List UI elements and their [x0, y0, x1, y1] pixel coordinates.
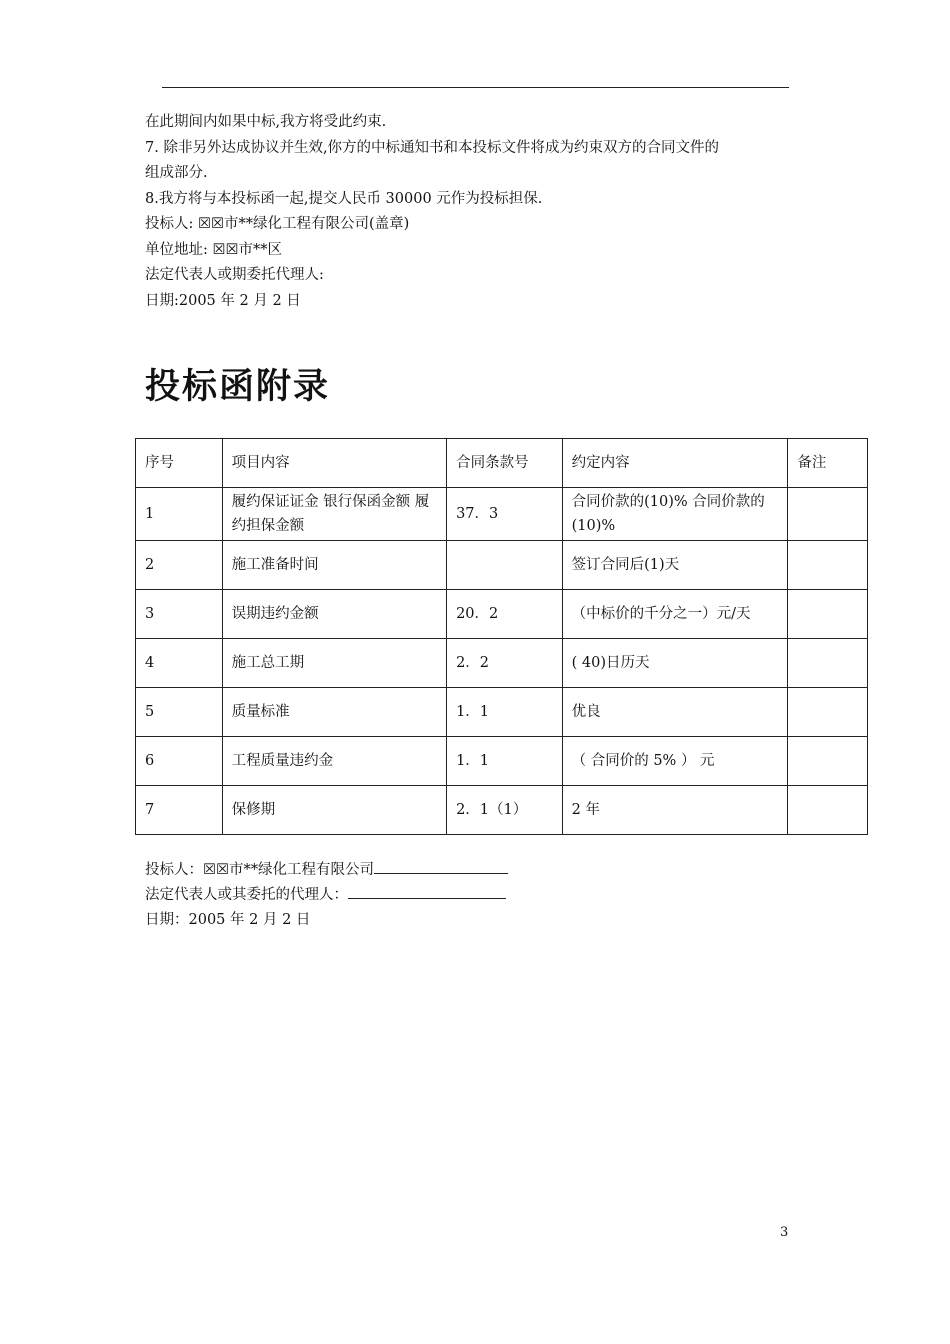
- table-cell: 签订合同后(1)天: [562, 541, 788, 590]
- table-cell: [788, 639, 868, 688]
- table-cell: 2 年: [562, 786, 788, 835]
- signature-blank: [348, 884, 506, 899]
- table-cell: 2: [136, 541, 223, 590]
- table-cell: 37．3: [447, 488, 563, 541]
- table-cell: [447, 541, 563, 590]
- header-cell: 项目内容: [222, 439, 447, 488]
- letter-line: 8.我方将与本投标函一起,提交人民币 30000 元作为投标担保.: [145, 190, 543, 207]
- table-row: [136, 488, 868, 541]
- table-cell: 合同价款的(10)% 合同价款的(10)%: [562, 488, 788, 541]
- signature-block: [145, 858, 508, 933]
- letter-line: 投标人: ☒☒市**绿化工程有限公司(盖章): [145, 216, 410, 232]
- table-cell: 施工总工期: [222, 639, 447, 688]
- table-row: [136, 590, 868, 639]
- table-cell: 4: [136, 639, 223, 688]
- table-cell: [788, 590, 868, 639]
- table-cell: 3: [136, 590, 223, 639]
- table-cell: ( 40)日历天: [562, 639, 788, 688]
- representative-text: 法定代表人或其委托的代理人：: [145, 887, 348, 903]
- header-cell: 序号: [136, 439, 223, 488]
- bid-letter-text: [145, 110, 825, 314]
- table-cell: 施工准备时间: [222, 541, 447, 590]
- table-cell: 优良: [562, 688, 788, 737]
- table-cell: 质量标准: [222, 688, 447, 737]
- table-cell: 工程质量违约金: [222, 737, 447, 786]
- table-cell: 20．2: [447, 590, 563, 639]
- table-cell: 1．1: [447, 737, 563, 786]
- table-cell: [788, 737, 868, 786]
- bidder-text: 投标人：☒☒市**绿化工程有限公司: [145, 862, 374, 878]
- table-row: [136, 639, 868, 688]
- table-cell: [788, 786, 868, 835]
- table-cell: 1．1: [447, 688, 563, 737]
- table-row: [136, 786, 868, 835]
- table-cell: 6: [136, 737, 223, 786]
- table-cell: （中标价的千分之一）元/天: [562, 590, 788, 639]
- letter-line: 单位地址: ☒☒市**区: [145, 241, 282, 258]
- table-cell: 1: [136, 488, 223, 541]
- table-cell: [788, 488, 868, 541]
- table-cell: （ 合同价的 5% ） 元: [562, 737, 788, 786]
- letter-line: 日期:2005 年 2 月 2 日: [145, 292, 301, 309]
- table-cell: 2．2: [447, 639, 563, 688]
- header-cell: 备注: [788, 439, 868, 488]
- letter-line: 组成部分.: [145, 165, 208, 181]
- annex-title: 投标函附录: [145, 367, 331, 407]
- table-row: [136, 541, 868, 590]
- table-cell: 2．1（1）: [447, 786, 563, 835]
- table-cell: 7: [136, 786, 223, 835]
- table-cell: [788, 688, 868, 737]
- bidder-line: [145, 858, 508, 883]
- table-cell: 误期违约金额: [222, 590, 447, 639]
- date-line: 日期：2005 年 2 月 2 日: [145, 912, 311, 928]
- table-header-row: [136, 439, 868, 488]
- page-number: 3: [780, 1225, 789, 1240]
- header-cell: 合同条款号: [447, 439, 563, 488]
- table-cell: 5: [136, 688, 223, 737]
- table-cell: 履约保证证金 银行保函金额 履约担保金额: [222, 488, 447, 541]
- letter-line: 7. 除非另外达成协议并生效,你方的中标通知书和本投标文件将成为约束双方的合同文件的: [145, 139, 720, 156]
- table-cell: 保修期: [222, 786, 447, 835]
- table-cell: [788, 541, 868, 590]
- header-cell: 约定内容: [562, 439, 788, 488]
- signature-blank: [374, 859, 508, 874]
- header-rule: [162, 87, 789, 88]
- annex-table: [135, 438, 868, 835]
- representative-line: [145, 883, 508, 908]
- letter-line: 法定代表人或期委托代理人:: [145, 267, 324, 283]
- table-row: [136, 737, 868, 786]
- letter-line: 在此期间内如果中标,我方将受此约束.: [145, 114, 387, 130]
- table-row: [136, 688, 868, 737]
